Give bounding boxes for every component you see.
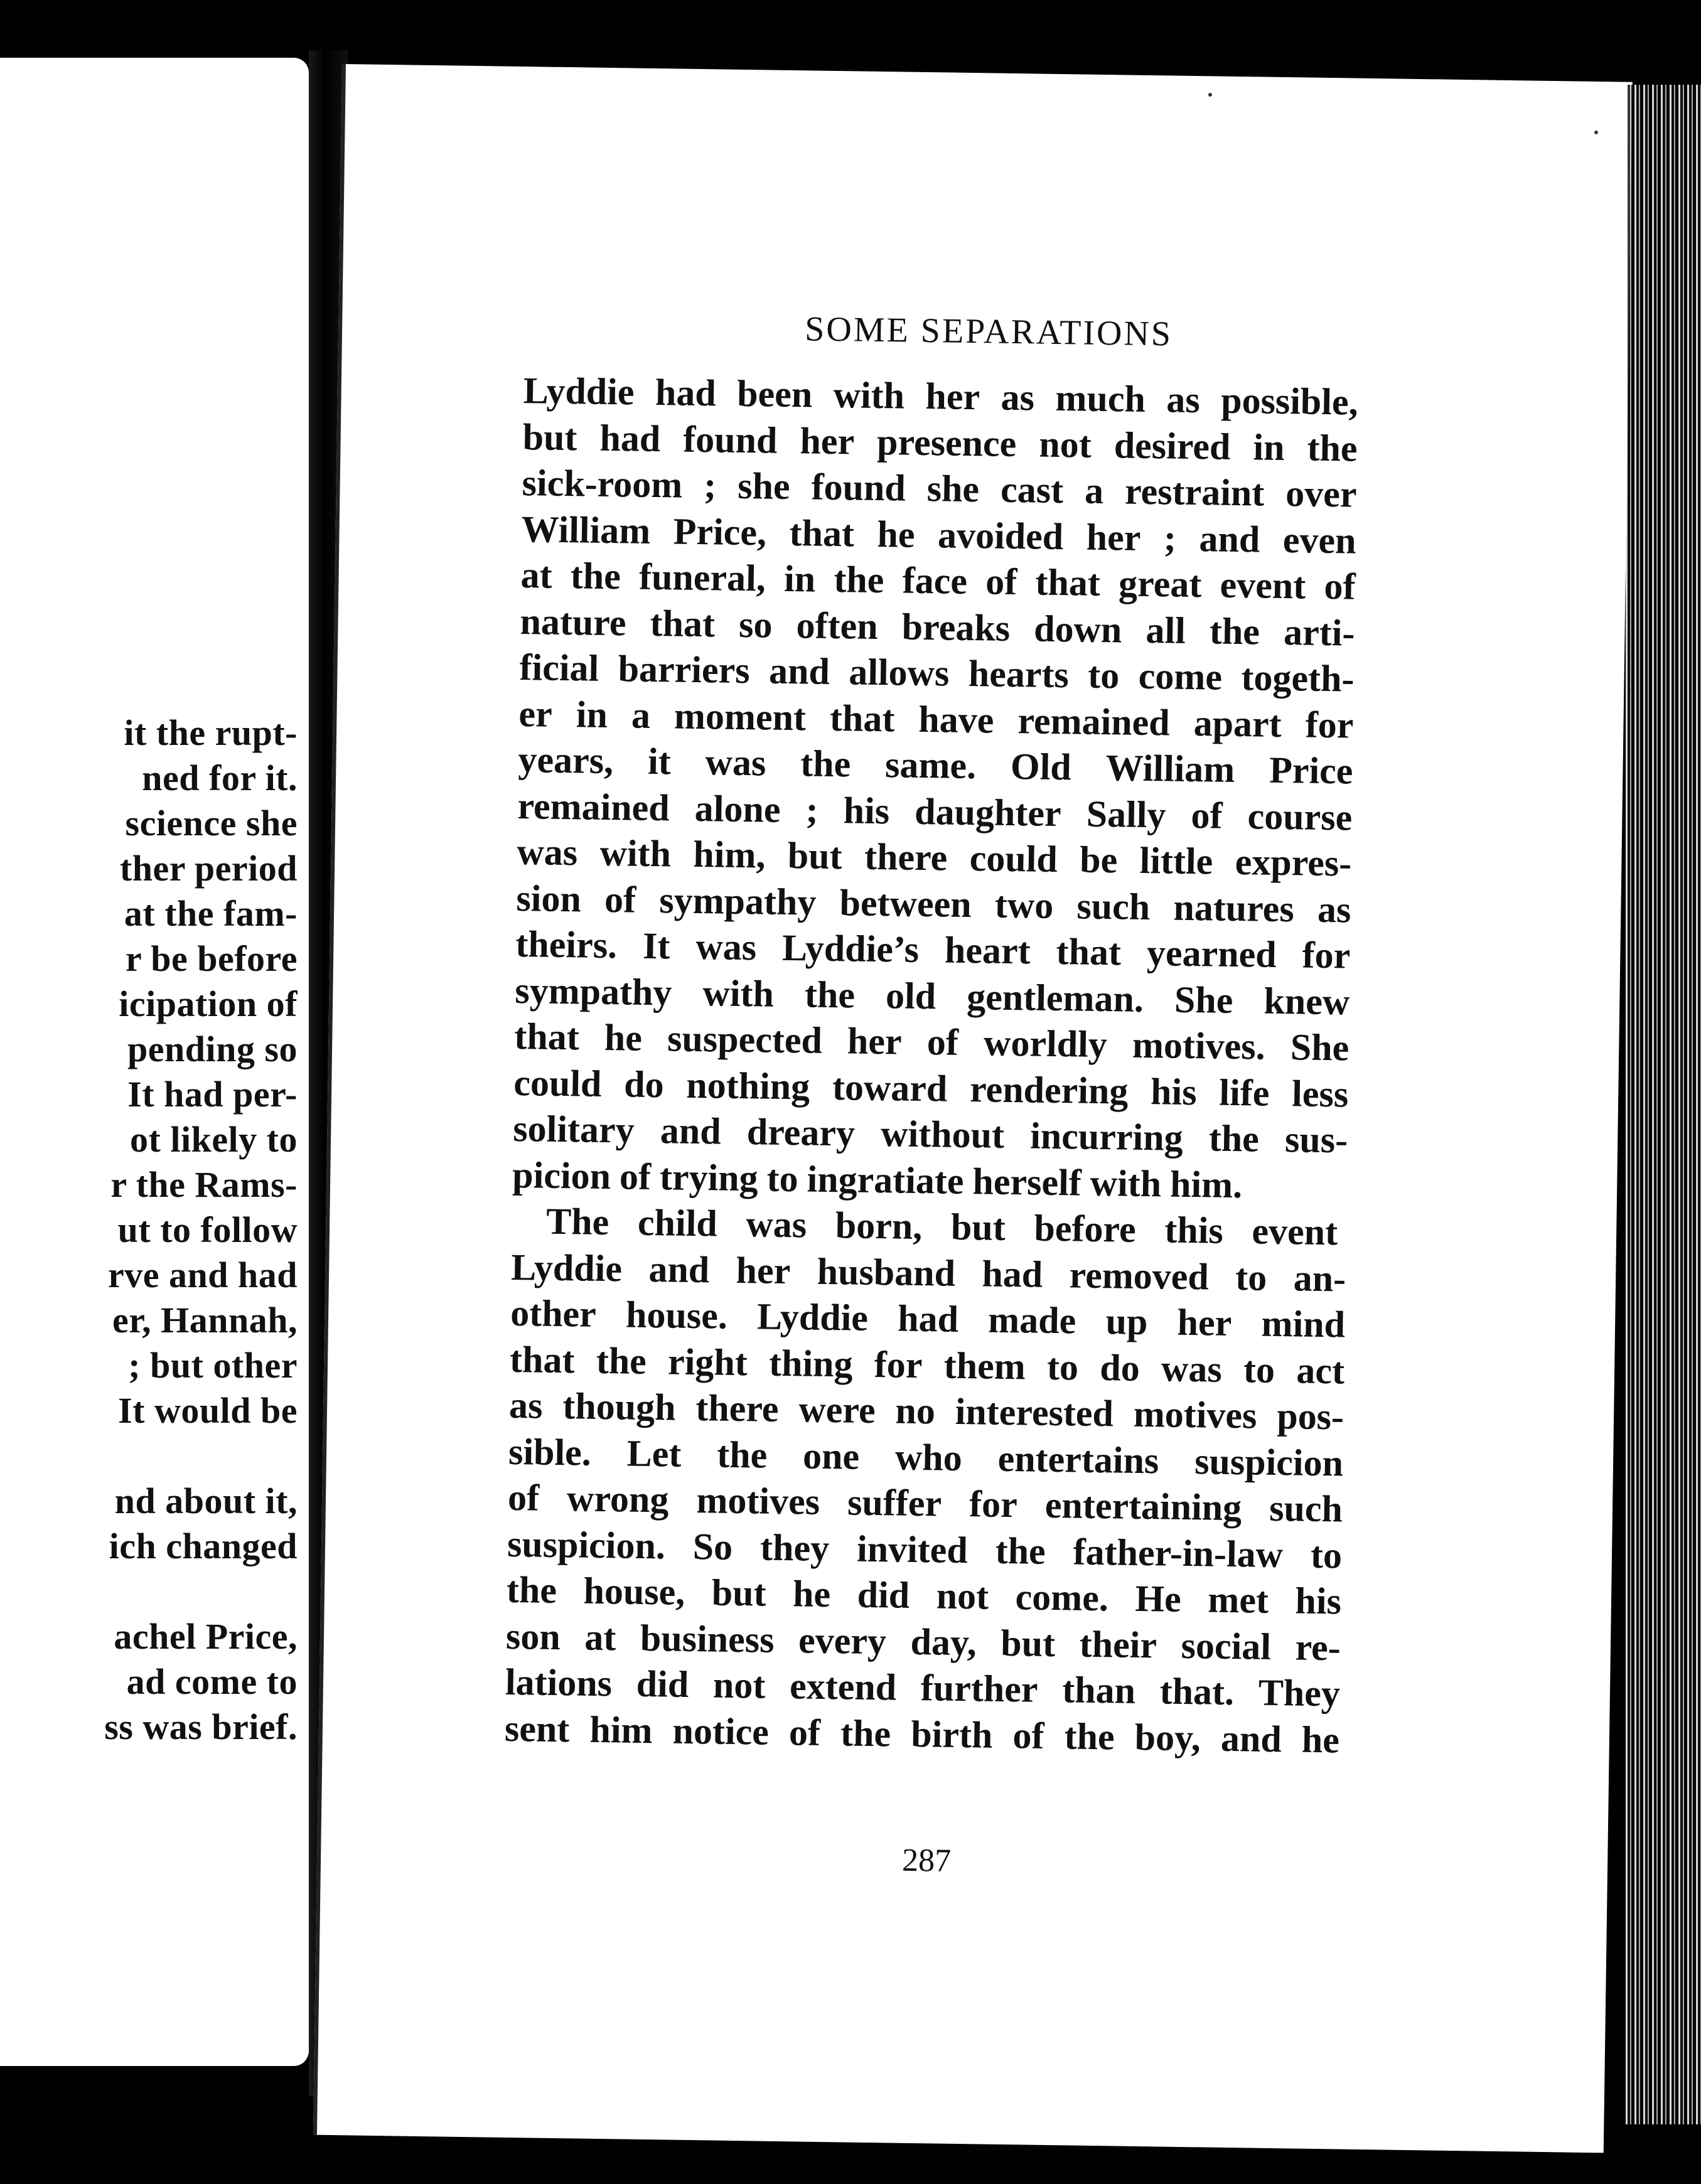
- left-page-line: ut to follow: [117, 1209, 298, 1250]
- text-line: sympathy with the old gentleman. She knew: [514, 969, 1350, 1023]
- speck: [1208, 93, 1212, 97]
- text-line: could do nothing toward rendering his life less: [513, 1061, 1349, 1115]
- text-line: the house, but he did not come. He met his: [506, 1568, 1342, 1622]
- text-line: sick-room ; she found she cast a restraint over: [522, 462, 1358, 515]
- text-line: at the funeral, in the face of that great event of: [520, 554, 1356, 608]
- left-page-line: ss was brief.: [104, 1706, 298, 1747]
- left-page-line: pending so: [127, 1029, 298, 1069]
- left-page-fragment: [0, 58, 309, 2066]
- left-page-line: icipation of: [119, 983, 298, 1024]
- text-line: that he suspected her of worldly motives. She: [513, 1015, 1350, 1069]
- left-page-line: r the Rams-: [110, 1164, 298, 1205]
- text-line: er in a moment that have remained apart for: [518, 692, 1354, 746]
- text-line: solitary and dreary without incurring the sus-: [512, 1107, 1348, 1161]
- left-page-line: ot likely to: [130, 1119, 298, 1160]
- text-line: William Price, that he avoided her ; and even: [521, 508, 1356, 562]
- left-page-line: it the rupt-: [124, 712, 298, 753]
- left-page-line: It had per-: [127, 1074, 298, 1115]
- text-line: as though there were no interested motives pos-: [508, 1384, 1344, 1438]
- text-line: The child was born, but before this event: [545, 1200, 1338, 1253]
- left-page-line: ad come to: [126, 1661, 298, 1702]
- left-page-line: r be before: [126, 938, 298, 979]
- text-line: other house. Lyddie had made up her mind: [510, 1292, 1346, 1346]
- text-line: of wrong motives suffer for entertaining such: [507, 1476, 1343, 1530]
- left-page-line: nd about it,: [114, 1480, 298, 1521]
- left-page-line: ned for it.: [142, 757, 298, 798]
- page-edges: [1626, 85, 1701, 2124]
- text-line: remained alone ; his daughter Sally of course: [517, 784, 1353, 838]
- left-page-line: ich changed: [109, 1526, 298, 1566]
- left-page-line: achel Price,: [114, 1616, 298, 1657]
- text-line: sion of sympathy between two such natures as: [516, 877, 1351, 931]
- text-line: that the right thing for them to do was to act: [509, 1338, 1345, 1391]
- text-line: lations did not extend further than that. They: [505, 1661, 1341, 1715]
- left-page-line: er, Hannah,: [112, 1300, 298, 1341]
- text-line: picion of trying to ingratiate herself with him.: [512, 1154, 1243, 1206]
- text-line: was with him, but there could be little expres-: [517, 831, 1352, 884]
- text-line: nature that so often breaks down all the arti-: [520, 600, 1355, 654]
- left-page-line: rve and had: [107, 1255, 298, 1295]
- body-text: [504, 368, 1358, 1763]
- text-line: son at business every day, but their social re-: [505, 1615, 1341, 1668]
- page-number: 287: [901, 1842, 952, 1879]
- text-line: years, it was the same. Old William Price: [518, 739, 1353, 792]
- left-page-line: science she: [125, 803, 298, 843]
- speck: [1594, 131, 1598, 134]
- text-line: suspicion. So they invited the father-in-law to: [507, 1523, 1343, 1576]
- text-line: sent him notice of the birth of the boy, and he: [504, 1707, 1340, 1760]
- left-page-line: ; but other: [128, 1345, 298, 1386]
- text-line: Lyddie had been with her as much as possible,: [523, 370, 1359, 423]
- left-page-line: at the fam-: [124, 893, 298, 934]
- text-line: but had found her presence not desired in the: [522, 415, 1358, 469]
- running-head: SOME SEPARATIONS: [804, 309, 1173, 354]
- left-page-line: It would be: [118, 1390, 298, 1431]
- text-line: ficial barriers and allows hearts to come togeth-: [519, 646, 1355, 700]
- right-page: [313, 64, 1633, 2153]
- text-line: sible. Let the one who entertains suspicion: [508, 1430, 1344, 1484]
- text-line: Lyddie and her husband had removed to an-: [510, 1246, 1346, 1300]
- text-line: theirs. It was Lyddie’s heart that yearned for: [515, 923, 1351, 977]
- left-page-line: ther period: [119, 848, 298, 889]
